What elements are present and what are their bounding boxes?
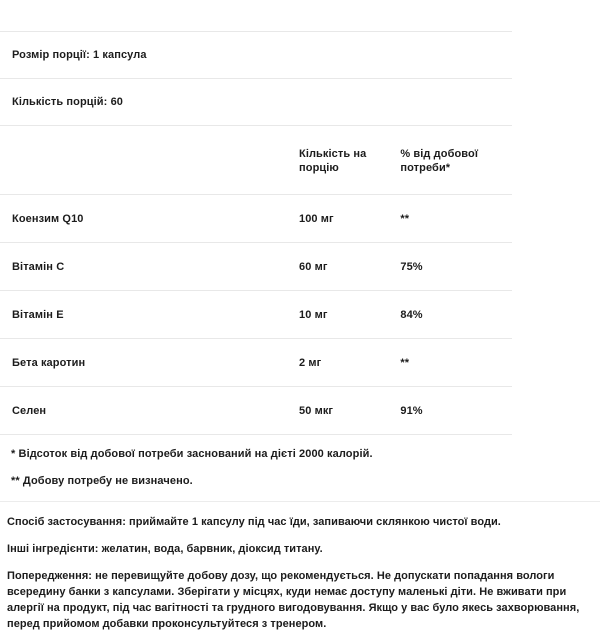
column-header-amount-line-2: порцію [299,162,339,174]
nutrient-name: Коензим Q10 [12,212,84,225]
serving-size-label: Розмір порції: 1 капсула [12,49,147,61]
nutrient-name: Вітамін E [12,308,64,321]
nutrient-amount: 2 мг [299,356,322,369]
serving-size-row [0,32,600,78]
table-row [0,339,512,387]
nutrient-name: Бета каротин [12,356,86,369]
nutrient-daily-value: 75% [400,260,423,273]
nutrient-name: Селен [12,404,47,417]
footnote-daily-value-basis: * Відсоток від добової потреби заснований на дієті 2000 калорій. [11,448,373,460]
footnote-not-established: ** Добову потребу не визначено. [11,475,193,487]
column-header-percent-line-1: % від добової [400,148,479,160]
nutrient-amount: 100 мг [299,212,334,225]
servings-per-container-label: Кількість порцій: 60 [12,96,124,108]
table-head [0,126,512,195]
other-ingredients-text: Інші інгредієнти: желатин, вода, барвник, діоксид титану. [7,543,323,555]
column-header-amount-per-serving [299,126,400,195]
nutrient-name: Вітамін C [12,260,65,273]
nutrient-amount: 60 мг [299,260,328,273]
servings-per-container-row [0,79,600,125]
table-row [0,387,512,435]
column-header-nutrient [0,126,299,195]
nutrient-amount: 10 мг [299,308,328,321]
nutrient-daily-value: ** [400,212,410,225]
directions-of-use-text: Спосіб застосування: приймайте 1 капсулу під час їди, запиваючи склянкою чистої води. [7,516,501,528]
table-row [0,195,512,243]
warning-text: Попередження: не перевищуйте добову дозу, що рекомендується. Не допускати попадання вологи всередину банки з капсулами. Зберігати у місцях, куди немає доступу маленькі діти. Не вживати при алергії на продукт, під час вагітності та грудного вигодовування. Якщо у вас було якесь захворювання, перед прийомом добавки проконсультуйтеся з тренером. [7,570,580,630]
table-header-row [0,126,512,195]
top-spacer [0,0,600,31]
footnotes-section [0,435,600,488]
table-row [0,291,512,339]
table-row [0,243,512,291]
nutrient-daily-value: 84% [400,308,423,321]
nutrition-facts-table [0,126,512,434]
table-body [0,195,512,435]
directions-section [0,502,600,632]
column-header-daily-value [400,126,512,195]
nutrient-amount: 50 мкг [299,404,334,417]
column-header-amount-line-1: Кількість на [299,148,367,160]
column-header-percent-line-2: потреби* [400,162,451,174]
nutrient-daily-value: ** [400,356,410,369]
nutrient-daily-value: 91% [400,404,423,417]
